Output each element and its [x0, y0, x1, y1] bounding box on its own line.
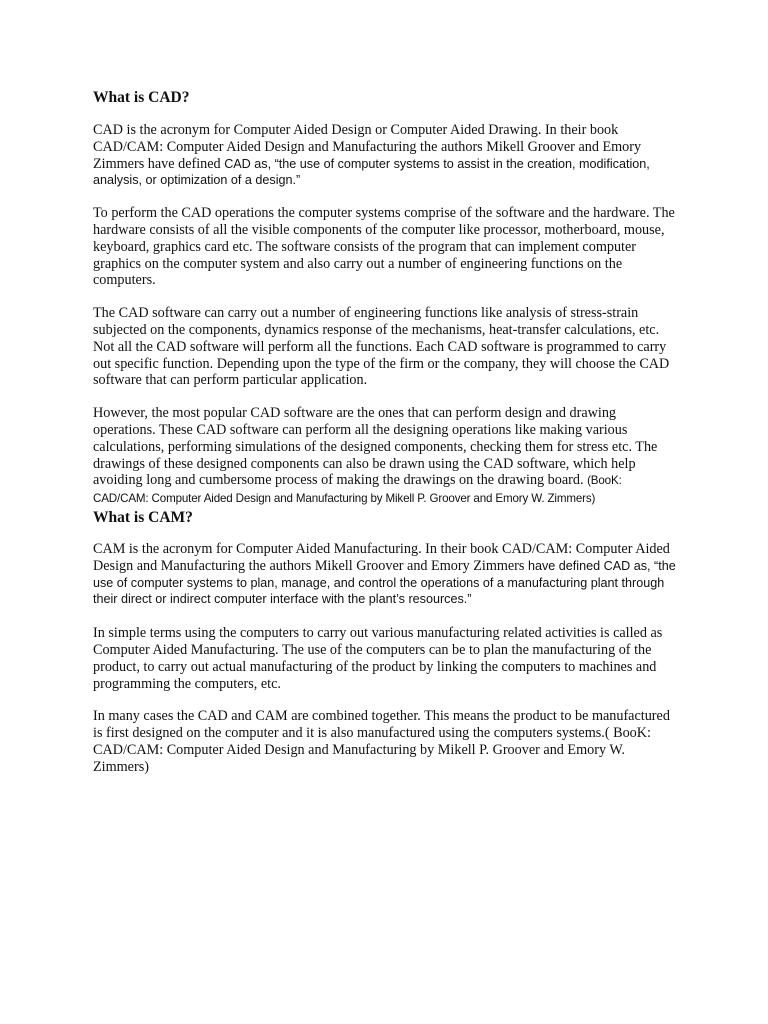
cam-paragraph-definition [93, 541, 678, 608]
cad-paragraph-hardware: To perform the CAD operations the computer systems comprise of the software and the hardware. The hardware consists of all the visible components of the computer like processor, motherboard, mouse, keyboard, graphics card etc. The software consists of the program that can implement computer graphics on the computer system and also carry out a number of engineering functions on the computers. [93, 205, 675, 289]
document-body [93, 88, 678, 776]
cad-heading: What is CAD? [93, 89, 190, 106]
cam-definition-quote: have defined CAD as, “the use of computer systems to plan, manage, and control the operations of a manufacturing plant through their direct or indirect computer interface with the plant’s resources.” [93, 558, 676, 607]
cad-citation: (BooK: CAD/CAM: Computer Aided Design and Manufacturing by Mikell P. Groover and Emory W. Zimmers) [93, 474, 622, 506]
cam-definition-text: CAM is the acronym for Computer Aided Manufacturing. In their book CAD/CAM: Computer Aided Design and Manufacturing the authors Mikell Groover and Emory Zimmers [93, 540, 670, 574]
cad-paragraph-definition [93, 122, 678, 189]
cad-paragraph-popular [93, 405, 678, 508]
cam-paragraph-simple-terms: In simple terms using the computers to carry out various manufacturing related activities is called as Computer Aided Manufacturing. The use of the computers can be to plan the manufacturing of the product, to carry out actual manufacturing of the product by linking the computers to machines and programming the computers, etc. [93, 625, 663, 692]
cad-definition-text: CAD is the acronym for Computer Aided Design or Computer Aided Drawing. In their book CAD/CAM: Computer Aided Design and Manufacturing the authors Mikell Groover and Emory Zimmers have defined [93, 122, 642, 172]
cad-popular-text: However, the most popular CAD software are the ones that can perform design and drawing operations. These CAD software can perform all the designing operations like making various calculations, performing simulations of the designed components, checking them for stress etc. The drawings of these designed components can also be drawn using the CAD software, which help avoiding long and cumbersome process of making the drawings on the drawing board. [93, 405, 658, 489]
cam-heading: What is CAM? [93, 508, 193, 526]
cad-paragraph-functions: The CAD software can carry out a number of engineering functions like analysis of stress-strain subjected on the components, dynamics response of the mechanisms, heat-transfer calculations, etc. Not all the CAD software will perform all the functions. Each CAD software is programmed to carry out specific function. Depending upon the type of the firm or the company, they will choose the CAD software that can perform particular application. [93, 305, 670, 389]
cam-paragraph-combined: In many cases the CAD and CAM are combined together. This means the product to be manufactured is first designed on the computer and it is also manufactured using the computers systems.( BooK: CAD/CAM: Computer Aided Design and Manufacturing by Mikell P. Groover and Emory W. Zimmers) [93, 708, 670, 775]
cad-definition-quote: CAD as, “the use of computer systems to assist in the creation, modification, analysis, or optimization of a design.” [93, 156, 650, 188]
